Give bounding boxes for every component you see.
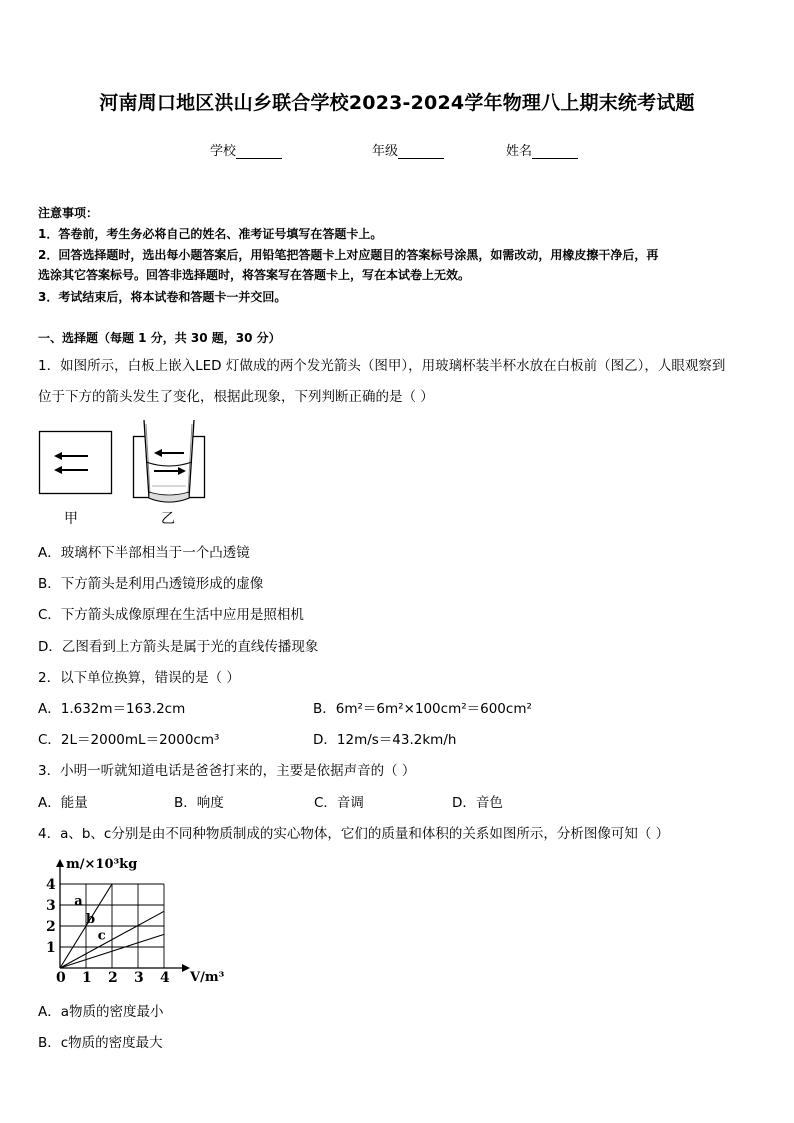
grade-field (372, 140, 444, 159)
lower-arrow-icon (54, 466, 88, 474)
series-label-a: a (74, 894, 83, 909)
y-tick-label: 2 (46, 919, 56, 935)
q1-option-c: C．下方箭头成像原理在生活中应用是照相机 (38, 607, 304, 623)
y-axis-label: m/×10³kg (66, 857, 138, 872)
name-blank (532, 144, 578, 159)
x-tick-label: 2 (108, 970, 118, 986)
x-tick-label: 4 (160, 970, 170, 986)
q3-option-d: D．音色 (452, 795, 503, 811)
x-tick-label: 1 (82, 970, 92, 986)
notice-line-2a: 2．回答选择题时，选出每小题答案后，用铅笔把答题卡上对应题目的答案标号涂黑，如需改动，用橡皮擦干净后，再 (38, 248, 659, 262)
figure-jia-label: 甲 (64, 511, 78, 527)
school-blank (236, 144, 282, 159)
q3-option-a: A．能量 (38, 795, 88, 811)
x-tick-label: 0 (56, 970, 66, 986)
question-4-text: 4．a、b、c分别是由不同种物质制成的实心物体，它们的质量和体积的关系如图所示，分析图像可知（ ） (38, 826, 670, 842)
school-field (210, 140, 282, 159)
x-axis-label: V/m³ (190, 970, 225, 985)
figure-jia (38, 430, 114, 496)
y-axis-arrow-icon (56, 859, 64, 867)
chart-ticks (46, 877, 170, 986)
school-label: 学校 (210, 144, 237, 159)
question-1-text-a: 1．如图所示，白板上嵌入LED 灯做成的两个发光箭头（图甲），用玻璃杯装半杯水放在白板前（图乙），人眼观察到 (38, 358, 726, 374)
x-tick-label: 3 (134, 970, 144, 986)
y-tick-label: 4 (46, 877, 56, 893)
series-label-c: c (97, 928, 106, 944)
figure-yi-label: 乙 (161, 511, 175, 527)
x-axis-arrow-icon (182, 964, 190, 972)
q1-option-a: A．玻璃杯下半部相当于一个凸透镜 (38, 545, 250, 561)
upper-arrow-icon (54, 452, 88, 460)
notice-line-3: 3．考试结束后，将本试卷和答题卡一并交回。 (38, 290, 287, 304)
notice-line-2b: 选涂其它答案标号。回答非选择题时，将答案写在答题卡上，写在本试卷上无效。 (38, 268, 471, 282)
page-title: 河南周口地区洪山乡联合学校2023-2024学年物理八上期末统考试题 (99, 92, 695, 114)
section-heading: 一、选择题（每题 1 分，共 30 题，30 分） (38, 331, 281, 345)
q2-option-b: B．6m²＝6m²×100cm²＝600cm² (313, 701, 532, 717)
notice-line-1: 1．答卷前，考生务必将自己的姓名、准考证号填写在答题卡上。 (38, 227, 383, 241)
chart-axes (56, 859, 190, 972)
y-tick-label: 1 (46, 940, 56, 956)
notice-heading: 注意事项： (38, 206, 99, 220)
q1-option-b: B．下方箭头是利用凸透镜形成的虚像 (38, 576, 264, 592)
q4-option-a: A．a物质的密度最小 (38, 1004, 164, 1020)
series-label-b: b (86, 911, 96, 927)
q3-option-b: B．响度 (174, 795, 224, 811)
mass-volume-chart (40, 850, 240, 986)
q1-option-d: D．乙图看到上方箭头是属于光的直线传播现象 (38, 639, 319, 655)
question-3-text: 3．小明一听就知道电话是爸爸打来的，主要是依据声音的（ ） (38, 763, 416, 779)
glass-icon (144, 420, 194, 502)
question-2-text: 2．以下单位换算，错误的是（ ） (38, 670, 240, 686)
name-label: 姓名 (506, 144, 533, 159)
q3-option-c: C．音调 (314, 795, 364, 811)
q2-option-c: C．2L＝2000mL＝2000cm³ (38, 732, 220, 748)
q2-option-d: D．12m/s＝43.2km/h (313, 732, 457, 748)
q4-option-b: B．c物质的密度最大 (38, 1035, 163, 1051)
grade-label: 年级 (372, 144, 399, 159)
grade-blank (398, 144, 444, 159)
name-field (506, 140, 578, 159)
q2-option-a: A．1.632m＝163.2cm (38, 701, 186, 717)
question-1-text-b: 位于下方的箭头发生了变化，根据此现象，下列判断正确的是（ ） (38, 389, 434, 405)
y-tick-label: 3 (46, 898, 56, 914)
figure-yi (130, 416, 208, 512)
